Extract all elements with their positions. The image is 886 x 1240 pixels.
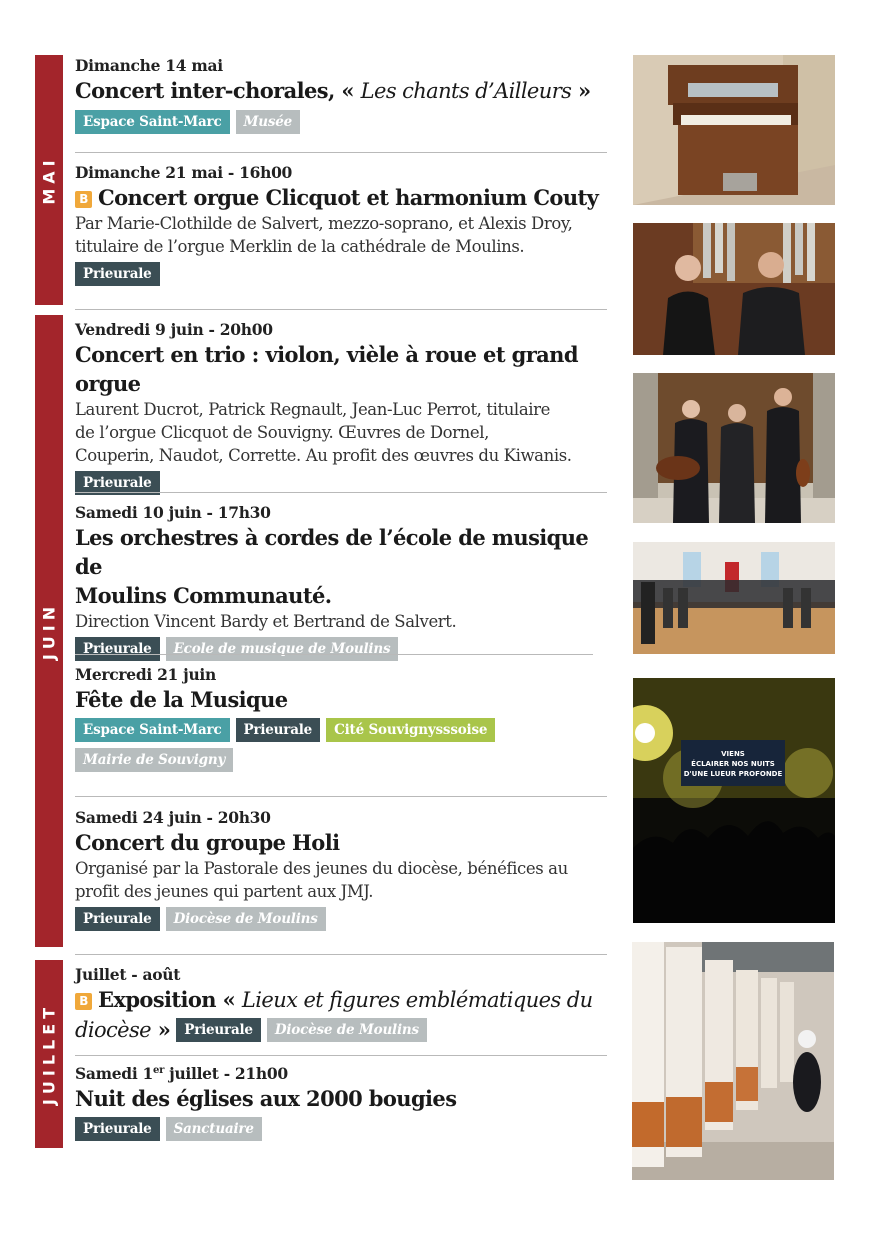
desc-line: Laurent Ducrot, Patrick Regnault, Jean-Luc Perrot, titulaire: [75, 400, 550, 419]
photo-harmonium: [633, 55, 835, 205]
event-description: [75, 610, 610, 633]
tag-list: [75, 718, 515, 772]
tag-prieurale[interactable]: Prieurale: [75, 1117, 160, 1141]
tag-diocese-de-moulins[interactable]: Diocèse de Moulins: [166, 907, 326, 931]
event-title: [75, 183, 610, 212]
date-sup: er: [153, 1065, 165, 1076]
tag-prieurale[interactable]: Prieurale: [75, 637, 160, 661]
tag-list: [75, 110, 610, 134]
event-description: [75, 212, 610, 258]
title-text: »: [151, 1017, 171, 1042]
event-3: [75, 320, 610, 495]
tag-prieurale[interactable]: Prieurale: [176, 1018, 261, 1042]
tag-list: [75, 262, 610, 286]
tag-list: [75, 1117, 610, 1141]
tag-musee[interactable]: Musée: [236, 110, 301, 134]
photo-trio: [633, 373, 835, 523]
separator: [75, 152, 607, 153]
event-title: Concert du groupe Holi: [75, 830, 340, 855]
title-line: Moulins Communauté.: [75, 583, 332, 608]
month-label-mai: MAI: [39, 155, 59, 205]
date-text: Samedi 1: [75, 1064, 154, 1084]
screen-text-line-1: VIENS: [721, 750, 745, 758]
title-line: Les orchestres à cordes de l’école de musique de: [75, 525, 589, 579]
title-text: Concert orgue Clicquot et harmonium Couty: [98, 185, 599, 210]
event-description: [75, 857, 610, 903]
event-title-line2: [75, 1015, 610, 1045]
tag-prieurale[interactable]: Prieurale: [236, 718, 321, 742]
screen-text-line-3: D'UNE LUEUR PROFONDE: [683, 770, 783, 778]
event-7: [75, 965, 610, 1045]
desc-line: Couperin, Naudot, Corrette. Au profit des œuvres du Kiwanis.: [75, 446, 572, 465]
separator: [75, 796, 607, 797]
month-bar-juillet: [35, 960, 63, 1148]
tag-sanctuaire[interactable]: Sanctuaire: [166, 1117, 262, 1141]
separator: [75, 1055, 607, 1056]
title-italic: Lieux et figures emblématiques du: [241, 988, 593, 1012]
month-bar-juin: [35, 315, 63, 947]
tag-espace-saint-marc[interactable]: Espace Saint-Marc: [75, 110, 230, 134]
tag-ecole-de-musique[interactable]: Ecole de musique de Moulins: [166, 637, 399, 661]
event-date: Juillet - août: [75, 965, 181, 984]
tag-mairie-de-souvigny[interactable]: Mairie de Souvigny: [75, 748, 233, 772]
event-title: [75, 523, 610, 610]
event-date: Dimanche 14 mai: [75, 56, 223, 75]
photo-exhibition: [632, 942, 834, 1180]
event-title: Nuit des églises aux 2000 bougies: [75, 1086, 457, 1112]
tag-diocese-de-moulins[interactable]: Diocèse de Moulins: [267, 1018, 427, 1042]
tag-list: [75, 907, 610, 931]
bus-badge-icon: B: [75, 993, 92, 1010]
title-italic: Les chants d’Ailleurs: [360, 79, 572, 103]
event-date: [75, 1061, 610, 1084]
desc-line: de l’orgue Clicquot de Souvigny. Œuvres de Dornel,: [75, 423, 489, 442]
separator: [75, 654, 593, 655]
desc-line: titulaire de l’orgue Merklin de la cathédrale de Moulins.: [75, 237, 525, 256]
event-date: Vendredi 9 juin - 20h00: [75, 320, 273, 339]
tag-prieurale[interactable]: Prieurale: [75, 471, 160, 495]
screen-text-line-2: ÉCLAIRER NOS NUITS: [691, 760, 775, 768]
tag-list: [75, 637, 610, 661]
event-description: [75, 398, 610, 467]
tag-prieurale[interactable]: Prieurale: [75, 262, 160, 286]
separator: [75, 309, 607, 310]
event-6: [75, 808, 610, 931]
event-5: [75, 665, 610, 772]
tag-prieurale[interactable]: Prieurale: [75, 907, 160, 931]
event-date: Samedi 10 juin - 17h30: [75, 503, 271, 522]
separator: [75, 954, 607, 955]
month-bar-mai: [35, 55, 63, 305]
title-text: »: [571, 78, 591, 103]
title-text: Exposition «: [98, 987, 242, 1012]
desc-line: profit des jeunes qui partent aux JMJ.: [75, 882, 374, 901]
desc-line: Par Marie-Clothilde de Salvert, mezzo-soprano, et Alexis Droy,: [75, 214, 573, 233]
event-title: Fête de la Musique: [75, 687, 288, 712]
title-text: Concert inter-chorales, «: [75, 78, 361, 103]
month-label-juin: JUIN: [39, 601, 59, 661]
event-2: [75, 163, 610, 286]
desc-line: Direction Vincent Bardy et Bertrand de Salvert.: [75, 612, 457, 631]
bus-badge-icon: B: [75, 191, 92, 208]
photo-duo-organists: [633, 223, 835, 355]
photo-concert-holi: [633, 678, 835, 923]
date-text: juillet - 21h00: [164, 1064, 288, 1084]
event-1: [75, 56, 610, 134]
event-4: [75, 503, 610, 661]
event-8: [75, 1061, 610, 1141]
event-date: Mercredi 21 juin: [75, 665, 216, 684]
title-italic: diocèse: [75, 1018, 151, 1042]
event-date: Dimanche 21 mai - 16h00: [75, 163, 293, 182]
separator: [75, 492, 607, 493]
event-title: [75, 985, 610, 1015]
desc-line: Organisé par la Pastorale des jeunes du diocèse, bénéfices au: [75, 859, 568, 878]
tag-espace-saint-marc[interactable]: Espace Saint-Marc: [75, 718, 230, 742]
event-title: [75, 76, 610, 106]
month-label-juillet: JUILLET: [39, 1002, 59, 1106]
event-title: Concert en trio : violon, vièle à roue et grand orgue: [75, 342, 578, 396]
photo-orchestra: [633, 542, 835, 654]
event-date: Samedi 24 juin - 20h30: [75, 808, 271, 827]
tag-cite-souvignyssoise[interactable]: Cité Souvignysssoise: [326, 718, 495, 742]
